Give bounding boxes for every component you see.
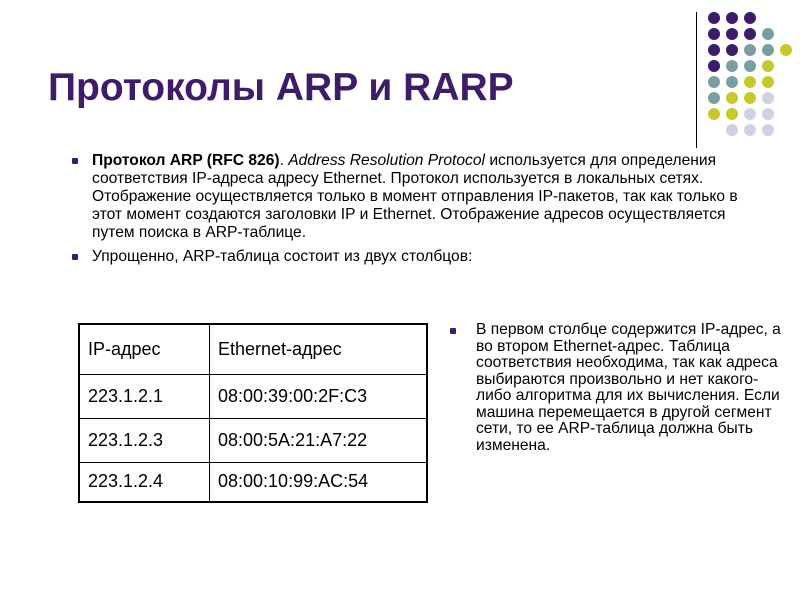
decorative-dot [726,76,738,88]
decorative-dot [762,92,774,104]
decorative-dot [708,44,720,56]
bullet-item-table-intro [64,248,754,266]
decorative-dot [762,124,774,136]
decorative-dot [762,44,774,56]
table-header-cell: IP-адрес [79,324,210,374]
table-cell-ethernet: 08:00:5A:21:A7:22 [210,418,428,462]
table-cell-ethernet: 08:00:39:00:2F:C3 [210,374,428,418]
bullet-italic-text: Address Resolution Protocol [288,152,485,169]
decorative-dot [744,28,756,40]
decorative-dot [708,76,720,88]
bullet-separator: . [279,152,289,169]
bullet-marker [72,254,78,260]
table-cell-ip: 223.1.2.1 [79,374,210,418]
decorative-dot [762,76,774,88]
decorative-dot [726,92,738,104]
decorative-dot [726,28,738,40]
bullet-marker [72,158,78,164]
decorative-dot [762,60,774,72]
decorative-dot [762,108,774,120]
decorative-dot [726,60,738,72]
table-header-row [79,324,427,374]
decorative-dot [708,12,720,24]
decorative-dot [762,28,774,40]
main-bullet-list [64,152,754,272]
table-header-cell: Ethernet-адрес [210,324,428,374]
decorative-dot [708,60,720,72]
decorative-dot [744,12,756,24]
bullet-lead-text: Протокол ARP (RFC 826) [92,152,280,169]
table-cell-ip: 223.1.2.4 [79,462,210,502]
decorative-dot [708,108,720,120]
decorative-dot [726,12,738,24]
bullet-text: В первом столбце содержится IP-адрес, а во втором Ethernet-адрес. Таблица соответствия необходима, так как адреса выбираются произвольно и нет какого-либо алгоритма для их вычисления. Если машина перемещается в другой сегмент сети, то ее ARP-таблица должна быть изменена. [476,321,781,454]
decorative-dot [726,44,738,56]
table-cell-ethernet: 08:00:10:99:AC:54 [210,462,428,502]
table-cell-ip: 223.1.2.3 [79,418,210,462]
decorative-dot [744,108,756,120]
decorative-dot [744,44,756,56]
arp-table [78,323,428,503]
decorative-divider-line [696,12,697,148]
table-row [79,418,427,462]
bullet-item-arp-definition [64,152,754,242]
decorative-dot [708,28,720,40]
decorative-dot [744,92,756,104]
decorative-dot [744,124,756,136]
decorative-dot [726,124,738,136]
bullet-marker [450,328,456,334]
bullet-text: Упрощенно, ARP-таблица состоит из двух столбцов: [92,248,473,265]
decorative-dot [744,76,756,88]
slide-title: Протоколы ARP и RARP [48,66,514,109]
decorative-dot [708,92,720,104]
decorative-dot [780,44,792,56]
bullet-body-text: используется для определения соответствия IP-адреса адресу Ethernet. Протокол используется в локальных сетях. Отображение осуществляется только в момент отправления IP-пакетов, так как только в этот момент создаются заголовки IP и Ethernet. Отображение адресов осуществляется путем поиска в ARP-таблице. [92,152,738,241]
table-row [79,462,427,502]
decorative-dot [744,60,756,72]
table-row [79,374,427,418]
side-bullet-list [448,322,788,456]
decorative-dot [726,108,738,120]
bullet-item-table-explanation [448,322,788,454]
